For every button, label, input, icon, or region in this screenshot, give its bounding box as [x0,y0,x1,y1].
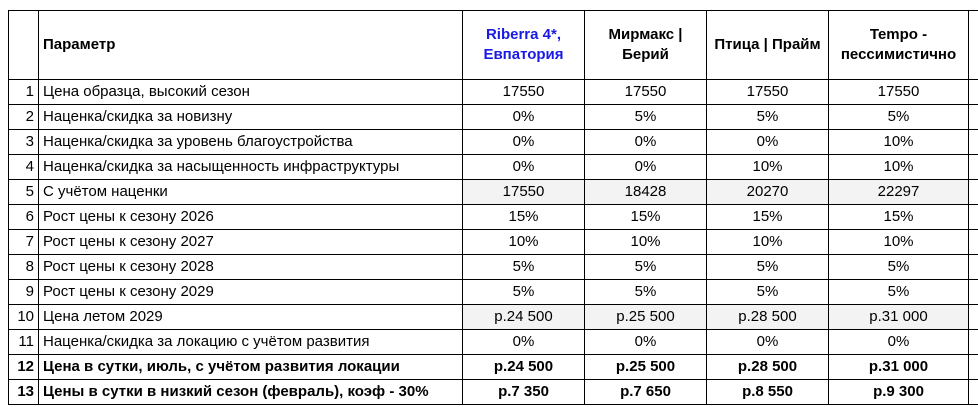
value-cell[interactable]: 15% [707,205,829,230]
empty-cell[interactable] [969,305,978,330]
empty-cell[interactable] [969,11,978,80]
value-cell[interactable]: 10% [829,155,969,180]
empty-cell[interactable] [969,255,978,280]
empty-cell[interactable] [969,80,978,105]
row-number[interactable]: 12 [9,355,39,380]
row-number-header[interactable] [9,11,39,80]
value-cell[interactable]: 10% [829,130,969,155]
value-cell[interactable]: 17550 [585,80,707,105]
table-row [9,205,978,230]
table-row [9,80,978,105]
table-row [9,330,978,355]
param-cell[interactable]: Рост цены к сезону 2029 [39,280,463,305]
value-cell[interactable]: 0% [463,105,585,130]
value-cell[interactable]: 22297 [829,180,969,205]
empty-cell[interactable] [969,355,978,380]
header-row [9,11,978,80]
param-cell[interactable]: Цена летом 2029 [39,305,463,330]
empty-cell[interactable] [969,230,978,255]
value-cell[interactable]: 18428 [585,180,707,205]
value-cell[interactable]: 5% [585,255,707,280]
value-cell[interactable]: 0% [585,330,707,355]
column-header-mirmaks[interactable]: Мирмакс | Берий [585,11,707,80]
param-cell[interactable]: Цены в сутки в низкий сезон (февраль), коэф - 30% [39,380,463,405]
value-cell[interactable]: 0% [585,155,707,180]
row-number[interactable]: 6 [9,205,39,230]
row-number[interactable]: 2 [9,105,39,130]
table-row [9,305,978,330]
value-cell[interactable]: р.8 550 [707,380,829,405]
table-row [9,130,978,155]
value-cell[interactable]: р.31 000 [829,305,969,330]
empty-cell[interactable] [969,130,978,155]
empty-cell[interactable] [969,105,978,130]
value-cell[interactable]: р.25 500 [585,355,707,380]
value-cell[interactable]: 17550 [463,80,585,105]
param-cell[interactable]: Наценка/скидка за новизну [39,105,463,130]
value-cell[interactable]: 10% [707,155,829,180]
value-cell[interactable]: р.9 300 [829,380,969,405]
value-cell[interactable]: 0% [463,130,585,155]
value-cell[interactable]: р.24 500 [463,355,585,380]
column-header-tempo[interactable]: Tempo - пессимистично [829,11,969,80]
value-cell[interactable]: 17550 [707,80,829,105]
value-cell[interactable]: 5% [463,255,585,280]
spreadsheet [8,10,978,407]
value-cell[interactable]: р.7 650 [585,380,707,405]
table-row [9,355,978,380]
value-cell[interactable]: 15% [463,205,585,230]
empty-cell[interactable] [969,155,978,180]
value-cell[interactable]: 5% [829,255,969,280]
param-cell[interactable]: С учётом наценки [39,180,463,205]
value-cell[interactable]: 0% [707,130,829,155]
table-row [9,180,978,205]
value-cell[interactable]: р.25 500 [585,305,707,330]
empty-cell[interactable] [969,180,978,205]
value-cell[interactable]: 5% [463,280,585,305]
empty-cell[interactable] [969,205,978,230]
row-number[interactable]: 7 [9,230,39,255]
value-cell[interactable]: 5% [585,105,707,130]
value-cell[interactable]: 15% [829,205,969,230]
table-row [9,105,978,130]
column-header-riberra[interactable]: Riberra 4*, Евпатория [463,11,585,80]
value-cell[interactable]: р.7 350 [463,380,585,405]
value-cell[interactable]: 0% [463,155,585,180]
pricing-table [8,10,978,405]
value-cell[interactable]: 17550 [463,180,585,205]
value-cell[interactable]: 0% [829,330,969,355]
value-cell[interactable]: 5% [707,105,829,130]
table-row [9,155,978,180]
value-cell[interactable]: 5% [829,105,969,130]
row-number[interactable]: 13 [9,380,39,405]
value-cell[interactable]: 17550 [829,80,969,105]
param-cell[interactable]: Рост цены к сезону 2026 [39,205,463,230]
param-cell[interactable]: Цена в сутки, июль, с учётом развития локации [39,355,463,380]
value-cell[interactable]: 5% [829,280,969,305]
value-cell[interactable]: 5% [707,280,829,305]
value-cell[interactable]: р.28 500 [707,305,829,330]
value-cell[interactable]: р.28 500 [707,355,829,380]
value-cell[interactable]: 0% [585,130,707,155]
param-cell[interactable]: Рост цены к сезону 2027 [39,230,463,255]
empty-cell[interactable] [969,330,978,355]
row-number[interactable]: 8 [9,255,39,280]
value-cell[interactable]: 0% [707,330,829,355]
row-number[interactable]: 3 [9,130,39,155]
row-number[interactable]: 1 [9,80,39,105]
value-cell[interactable]: р.31 000 [829,355,969,380]
table-row [9,230,978,255]
table-row [9,380,978,405]
value-cell[interactable]: 15% [585,205,707,230]
table-row [9,255,978,280]
table-row [9,280,978,305]
empty-cell[interactable] [969,380,978,405]
param-cell[interactable]: Наценка/скидка за локацию с учётом развития [39,330,463,355]
value-cell[interactable]: 20270 [707,180,829,205]
param-cell[interactable]: Наценка/скидка за насыщенность инфраструктуры [39,155,463,180]
row-number[interactable]: 5 [9,180,39,205]
row-number[interactable]: 4 [9,155,39,180]
value-cell[interactable]: 10% [829,230,969,255]
value-cell[interactable]: 5% [707,255,829,280]
empty-cell[interactable] [969,280,978,305]
value-cell[interactable]: 10% [463,230,585,255]
param-header[interactable]: Параметр [39,11,463,80]
row-number[interactable]: 9 [9,280,39,305]
value-cell[interactable]: р.24 500 [463,305,585,330]
param-cell[interactable]: Рост цены к сезону 2028 [39,255,463,280]
value-cell[interactable]: 0% [463,330,585,355]
value-cell[interactable]: 10% [585,230,707,255]
param-cell[interactable]: Цена образца, высокий сезон [39,80,463,105]
param-cell[interactable]: Наценка/скидка за уровень благоустройства [39,130,463,155]
row-number[interactable]: 11 [9,330,39,355]
column-header-ptitsa[interactable]: Птица | Прайм [707,11,829,80]
row-number[interactable]: 10 [9,305,39,330]
value-cell[interactable]: 5% [585,280,707,305]
value-cell[interactable]: 10% [707,230,829,255]
